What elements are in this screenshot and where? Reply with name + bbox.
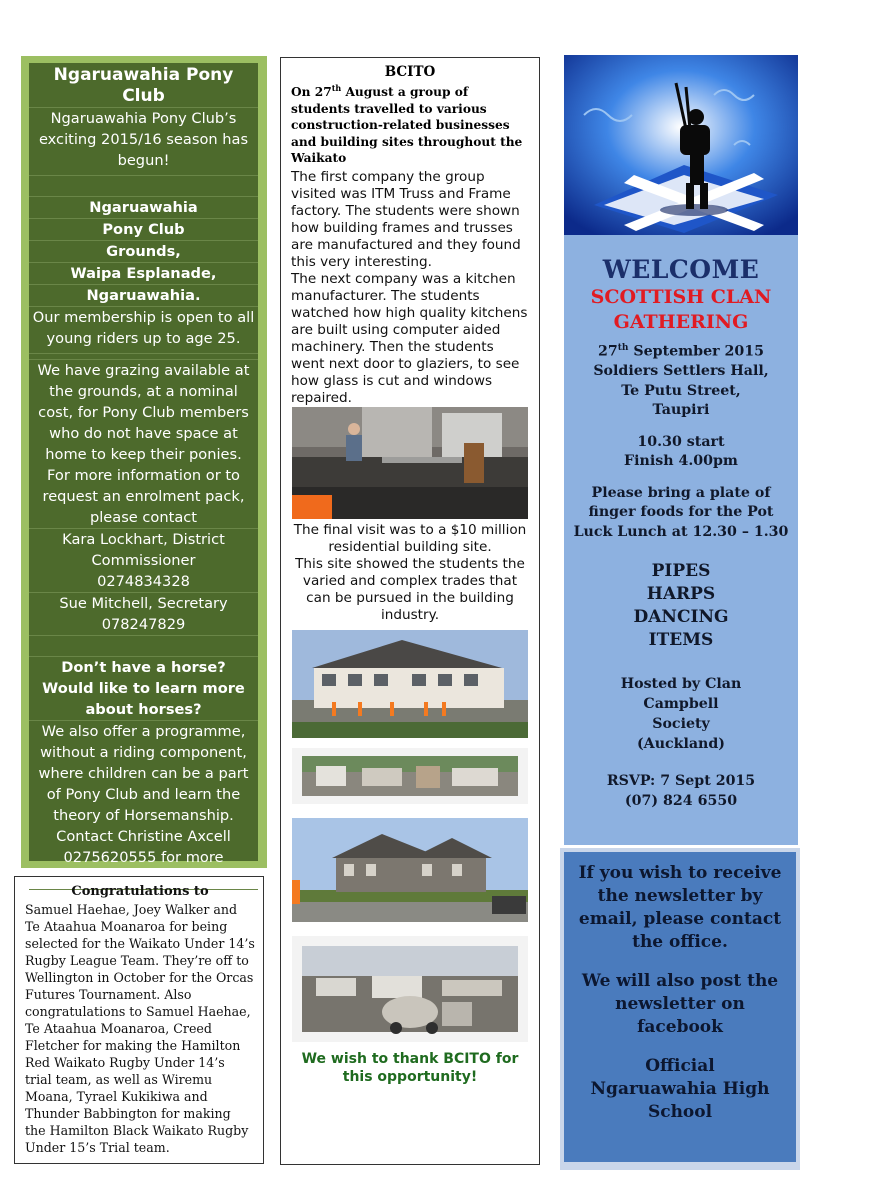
- event-title-line: SCOTTISH CLAN: [590, 286, 772, 308]
- pony-club-content: [29, 63, 258, 887]
- congratulations-body: Samuel Haehae, Joey Walker and Te Ataahua Moanaroa for being selected for the Waikato Under 14’s Rugby League Team. They’re off to Wellington in October for the Orcas Futures Tournament. Also congratulations to Samuel Haehae, Te Ataahua Moanaroa, Creed Fletcher for making the Hamilton Red Waikato Rugby Under 14’s trial team, as well as Wiremu Moana, Tyrael Kukikiwa and Thunder Babbington for making the Hamilton Black Waikato Rugby Under 15’s Trial team.: [25, 902, 255, 1155]
- pony-club-address-line: Waipa Esplanade,: [29, 263, 258, 285]
- pony-club-address-line: Ngaruawahia: [29, 197, 258, 219]
- building-site-photo: [292, 630, 528, 738]
- event-date-sup: th: [617, 343, 629, 353]
- bcito-lead-text: August a group of students travelled to various construction-related businesses and building sites throughout the Waikato: [291, 85, 523, 166]
- event-item: PIPES: [651, 561, 711, 582]
- bcito-lead-sup: th: [331, 83, 342, 93]
- pony-club-intro: Ngaruawahia Pony Club’s exciting 2015/16 season has begun!: [29, 108, 258, 176]
- pony-club-address-line: Grounds,: [29, 241, 258, 263]
- event-item: ITEMS: [648, 630, 714, 651]
- bcito-lead-text: On 27: [291, 85, 332, 100]
- newsletter-email-notice: If you wish to receive the newsletter by email, please contact the office.: [578, 863, 782, 952]
- newsletter-school-name: Official Ngaruawahia High School: [590, 1056, 770, 1122]
- congratulations-box: [14, 876, 264, 1164]
- pony-club-contact-kara: Kara Lockhart, District Commissioner 0274834328: [29, 529, 258, 593]
- pony-club-address-line: Pony Club: [29, 219, 258, 241]
- pony-club-contact-sue: Sue Mitchell, Secretary 078247829: [29, 593, 258, 636]
- event-phone: (07) 824 6550: [624, 792, 738, 809]
- newsletter-content: [564, 852, 796, 1162]
- materials-photo: [292, 748, 528, 804]
- bcito-para-1: The first company the group visited was ITM Truss and Frame factory. The students were shown how building frames and trusses are manufactured and they found this very interesting.: [291, 168, 521, 270]
- event-date: [564, 339, 798, 362]
- house-construction-photo: [292, 818, 528, 922]
- spacer: [29, 636, 258, 657]
- pony-club-no-horse-heading: Don’t have a horse? Would like to learn more about horses?: [29, 657, 258, 721]
- event-title-line: GATHERING: [613, 311, 749, 333]
- event-date-text: 27: [597, 343, 618, 360]
- welcome-heading: WELCOME: [602, 255, 760, 284]
- newsletter-panel: [560, 848, 800, 1170]
- pony-club-panel: [21, 56, 267, 887]
- pony-club-title: Ngaruawahia Pony Club: [29, 63, 258, 108]
- bcito-article: [280, 57, 540, 1165]
- bcito-para-2: The next company was a kitchen manufacturer. The students watched how high quality kitchens are built using computer aided machinery. Then the students went next door to glaziers, to see how glass is cut and windows repaired.: [291, 270, 528, 406]
- newsletter-facebook-notice: We will also post the newsletter on facebook: [581, 971, 779, 1037]
- congratulations-heading: Congratulations to: [71, 884, 209, 899]
- factory-photo: [292, 407, 528, 519]
- bcito-title: BCITO: [384, 64, 436, 80]
- pony-club-membership: Our membership is open to all young riders up to age 25.: [29, 307, 258, 354]
- bcito-para-4: This site showed the students the varied and complex trades that can be pursued in the building industry.: [295, 555, 525, 623]
- pony-club-grazing: We have grazing available at the grounds, at a nominal cost, for Pony Club members who do not have space at home to keep their ponies. For more information or to request an enrolment pack, please contact: [29, 360, 258, 529]
- pony-club-address-line: Ngaruawahia.: [29, 285, 258, 307]
- event-item: HARPS: [646, 584, 716, 605]
- event-item: DANCING: [633, 607, 729, 628]
- bagpiper-flag-image: [564, 55, 798, 235]
- scottish-clan-panel: [564, 55, 798, 845]
- event-rsvp: RSVP: 7 Sept 2015: [606, 773, 756, 790]
- site-machinery-photo: [292, 936, 528, 1042]
- event-date-text: September 2015: [628, 343, 765, 360]
- event-host: Hosted by Clan Campbell Society (Auckland): [620, 676, 742, 753]
- event-start: 10.30 start: [637, 433, 725, 450]
- bcito-lead: [291, 80, 529, 167]
- event-venue: Soldiers Settlers Hall, Te Putu Street, Taupiri: [593, 363, 769, 419]
- spacer: [29, 176, 258, 197]
- event-finish: Finish 4.00pm: [624, 453, 738, 470]
- bcito-thanks: We wish to thank BCITO for this opportunity!: [301, 1050, 519, 1085]
- pony-club-programme: We also offer a programme, without a riding component, where children can be a part of Pony Club and learn the theory of Horsemanship. Contact Christine Axcell 0275620555 for more information.: [29, 721, 258, 890]
- event-lunch: Please bring a plate of finger foods for the Pot Luck Lunch at 12.30 – 1.30: [573, 484, 789, 540]
- bcito-para-3: The final visit was to a $10 million residential building site.: [293, 521, 527, 555]
